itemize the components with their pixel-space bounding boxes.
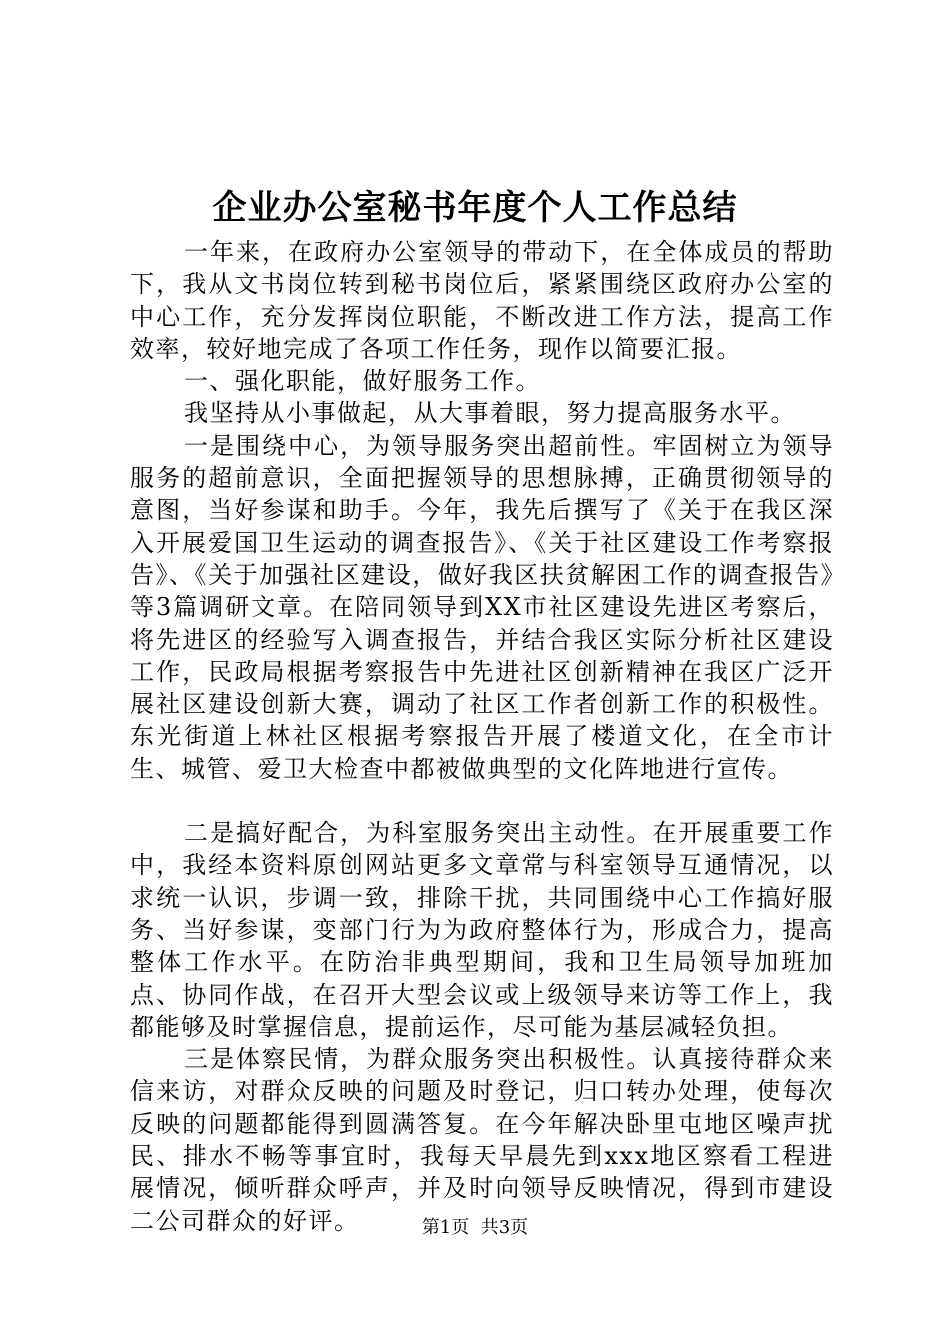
document-title: 企业办公室秘书年度个人工作总结 <box>212 188 738 228</box>
intro-paragraph: 一年来，在政府办公室领导的带动下，在全体成员的帮助下，我从文书岗位转到秘书岗位后，紧紧围绕区政府办公室的中心工作，充分发挥岗位职能，不断改进工作方法，提高工作效率，较好地完成了各项工作任务，现作以简要汇报。 <box>130 238 834 363</box>
section-heading: 一、强化职能，做好服务工作。 <box>184 367 541 396</box>
point-three-paragraph: 三是体察民情，为群众服务突出积极性。认真接待群众来信来访，对群众反映的问题及时登记，归口转办处理，使每次反映的问题都能得到圆满答复。在今年解决卧里屯地区噪声扰民、排水不畅等事宜时，我每天早晨先到xxx地区察看工程进展情况，倾听群众呼声，并及时向领导反映情况，得到市建设二公司群众的好评。 <box>130 1045 834 1235</box>
page-total: 共3页 <box>480 1217 529 1238</box>
page-number: 第1页 <box>421 1217 470 1238</box>
section-summary-paragraph: 我坚持从小事做起，从大事着眼，努力提高服务水平。 <box>184 399 796 428</box>
point-one-paragraph: 一是围绕中心，为领导服务突出超前性。牢固树立为领导服务的超前意识，全面把握领导的思想脉搏，正确贯彻领导的意图，当好参谋和助手。今年，我先后撰写了《关于在我区深入开展爱国卫生运动的调查报告》、《关于社区建设工作考察报告》、《关于加强社区建设，做好我区扶贫解困工作的调查报告》等3篇调研文章。在陪同领导到XX市社区建设先进区考察后，将先进区的经验写入调查报告，并结合我区实际分析社区建设工作，民政局根据考察报告中先进社区创新精神在我区广泛开展社区建设创新大赛，调动了社区工作者创新工作的积极性。东光街道上林社区根据考察报告开展了楼道文化，在全市计生、城管、爱卫大检查中都被做典型的文化阵地进行宣传。 <box>130 431 834 783</box>
point-two-paragraph: 二是搞好配合，为科室服务突出主动性。在开展重要工作中，我经本资料原创网站更多文章常与科室领导互通情况，以求统一认识，步调一致，排除干扰，共同围绕中心工作搞好服务、当好参谋，变部门行为为政府整体行为，形成合力，提高整体工作水平。在防治非典型期间，我和卫生局领导加班加点、协同作战，在召开大型会议或上级领导来访等工作上，我都能够及时掌握信息，提前运作，尽可能为基层减轻负担。 <box>130 819 834 1041</box>
document-body <box>130 236 834 1237</box>
page-footer <box>0 1216 950 1240</box>
